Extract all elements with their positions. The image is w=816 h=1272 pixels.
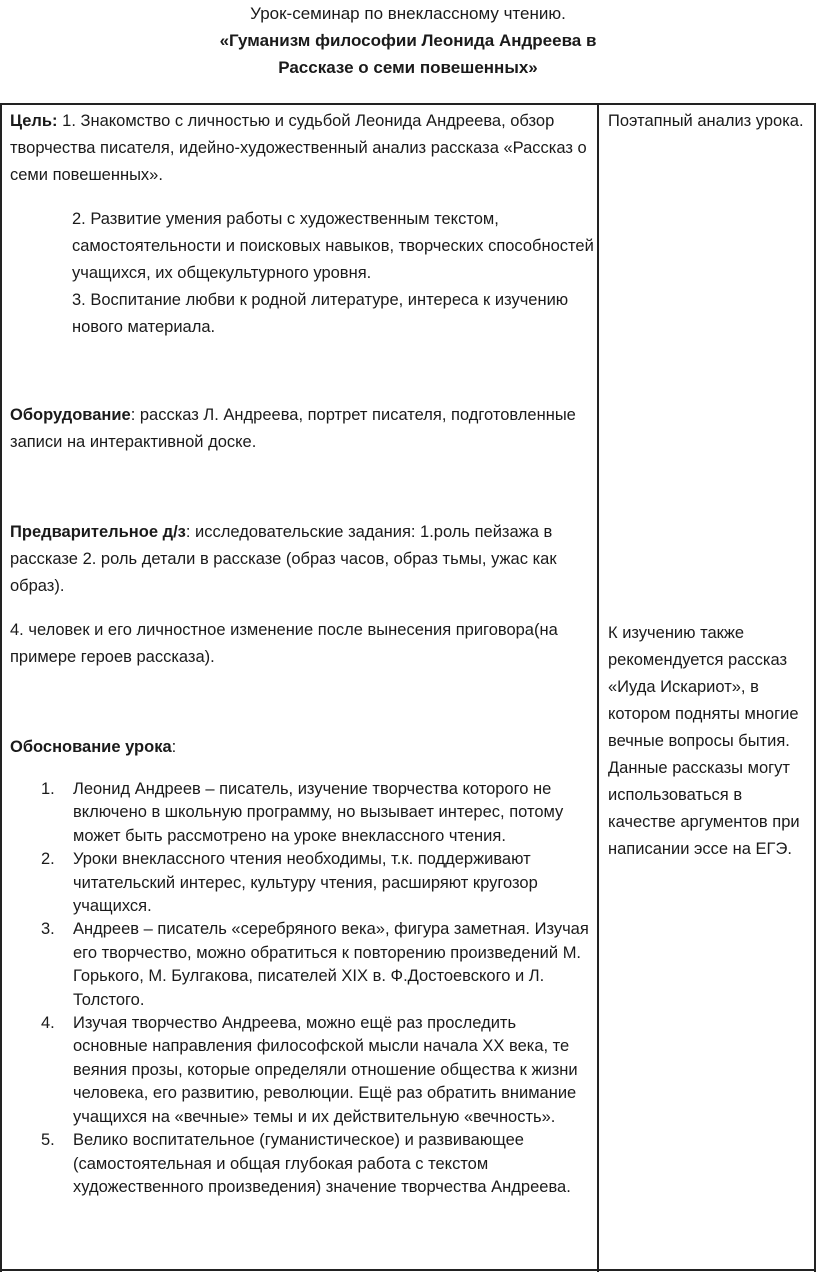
goal-items-2-3 xyxy=(10,206,595,341)
header-line-1: Урок-семинар по внеклассному чтению. xyxy=(250,4,566,23)
goal-item-1: Цель: 1. Знакомство с личностью и судьбой Леонида Андреева, обзор творчества писателя, идейно-художественный анализ рассказа «Рассказ о семи повешенных». xyxy=(10,112,587,184)
homework-text: : исследовательские задания: 1.роль пейзажа в рассказе 2. роль детали в рассказе (образ часов, образ тьмы, ужас как образ). xyxy=(10,523,557,595)
table-right-border xyxy=(814,103,816,1272)
table-bottom-border xyxy=(0,1269,816,1271)
homework-item-4: 4. человек и его личностное изменение после вынесения приговора(на примере героев рассказа). xyxy=(10,621,558,666)
equipment-text: : рассказ Л. Андреева, портрет писателя, подготовленные записи на интерактивной доске. xyxy=(10,406,576,451)
right-top-note: Поэтапный анализ урока. xyxy=(608,112,804,130)
table-left-border xyxy=(0,103,2,1272)
homework-section xyxy=(10,519,595,600)
rationale-label: Обоснование урока xyxy=(10,738,172,756)
list-item: 4. Изучая творчество Андреева, можно ещё раз проследить основные направления философской мысли начала XX века, те веяния прозы, которые определяли отношение общества к жизни человека, его развитию, революции. Ещё раз обратить внимание учащихся на «вечные» темы и их действительную «вечность». xyxy=(41,1014,578,1126)
table-top-border xyxy=(0,103,816,105)
goal-item-3: 3. Воспитание любви к родной литературе, интереса к изучению нового материала. xyxy=(72,291,569,336)
table-column-divider xyxy=(597,103,599,1272)
equipment-section xyxy=(10,402,595,456)
list-item: 1. Леонид Андреев – писатель, изучение творчества которого не включено в школьную программу, но вызывает интерес, потому может быть рассмотрено на уроке внеклассного чтения. xyxy=(41,780,564,845)
equipment-label: Оборудование xyxy=(10,406,131,424)
rationale-heading: Обоснование урока: xyxy=(10,738,177,756)
rationale-list xyxy=(10,778,595,1199)
list-item: 5. Велико воспитательное (гуманистическое) и развивающее (самостоятельная и общая глубокая работа с текстом художественного произведения) значение творчества Андреева. xyxy=(41,1131,571,1196)
goal-item-2: 2. Развитие умения работы с художественным текстом, самостоятельности и поисковых навыков, творческих способностей учащихся, их общекультурного уровня. xyxy=(72,210,594,282)
list-item: 2. Уроки внеклассного чтения необходимы, т.к. поддерживают читательский интерес, культуру чтения, расширяют кругозор учащихся. xyxy=(41,850,538,916)
goal-label: Цель: xyxy=(10,112,58,130)
header-line-3: Рассказе о семи повешенных» xyxy=(278,58,538,77)
homework-label: Предварительное д/з xyxy=(10,523,186,541)
goal-section xyxy=(10,108,595,189)
list-item: 3. Андреев – писатель «серебряного века», фигура заметная. Изучая его творчество, можно обратиться к повторению произведений М. Горького, М. Булгакова, писателей XIX в. Ф.Достоевского и Л. Толстого. xyxy=(41,920,589,1009)
header-line-2: «Гуманизм философии Леонида Андреева в xyxy=(219,31,597,50)
right-bottom-note: К изучению также рекомендуется рассказ «Иуда Искариот», в котором подняты многие вечные вопросы бытия. Данные рассказы могут использоваться в качестве аргументов при написании эссе на ЕГЭ. xyxy=(608,624,800,858)
